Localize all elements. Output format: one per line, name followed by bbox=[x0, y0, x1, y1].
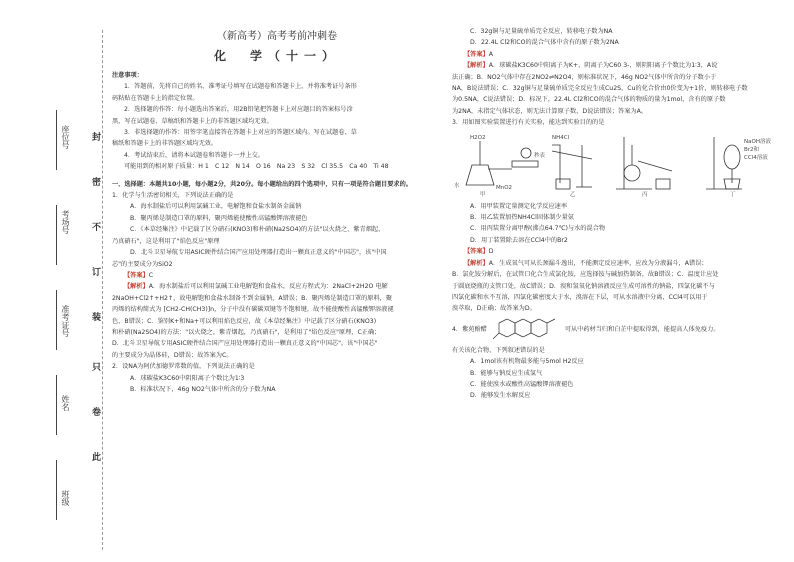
fig-label-jia: 甲 bbox=[480, 191, 486, 198]
q2-analysis-line: 为0.5NA，C说法错误；D．标况下，22.4L Cl2和CO的混合气体的物质的量为1mol，含有的原子数 bbox=[452, 96, 726, 104]
q1-answer: C bbox=[148, 271, 154, 279]
fig-label-bing: 丙 bbox=[642, 191, 648, 198]
seal-char: 封 bbox=[92, 133, 102, 143]
binding-rule bbox=[56, 375, 57, 435]
exam-header: （新高考）高考考前冲刺卷 bbox=[217, 31, 337, 42]
seal-char: 密 bbox=[92, 178, 102, 188]
q4-option: D．能够发生水解反应 bbox=[470, 392, 531, 400]
notice-line: 3．非选择题的作答：用签字笔直接答在答题卡上对应的答题区域内。写在试题卷、草 bbox=[124, 129, 357, 137]
binding-rule bbox=[56, 460, 57, 520]
fig-label-br2: Br2和 bbox=[744, 146, 760, 153]
seal-char: 不 bbox=[92, 223, 102, 233]
question-4-line2: 有关该化合物，下列叙述错误的是 bbox=[452, 346, 545, 354]
fig-label-mno2: MnO2 bbox=[496, 184, 513, 191]
q1-analysis-line: 的主要成分为晶体硅，D错误；故答案为C。 bbox=[112, 351, 233, 359]
answer-label: 【答案】 bbox=[464, 50, 489, 58]
binding-strip bbox=[0, 0, 78, 562]
q1-analysis-line: 丙烯的结构简式为 [CH2-CH(CH3)]n，分子中没有碳碳双键等不饱和键，故不能使酸性高锰酸钾溶液褪 bbox=[112, 306, 394, 314]
admission-number-label: 准考证号 bbox=[61, 305, 70, 337]
q1-analysis-line: A．海水制盐后可以利用氯碱工业电解饱和食盐水，反应方程式为：2NaCl+2H2O 电解 bbox=[148, 283, 388, 291]
seal-char: 此 bbox=[92, 453, 102, 463]
notice-title: 注意事项： bbox=[112, 72, 143, 79]
question-3: 3．用如图实验装置进行有关实验，能达到实验目的的是 bbox=[452, 119, 605, 127]
molecule-structure bbox=[489, 315, 563, 343]
q2-answer: A bbox=[488, 50, 493, 58]
q3-option: D．用丁装置除去溶在CCl4中的Br2 bbox=[470, 236, 568, 244]
fig-label-h2o2: H2O2 bbox=[470, 134, 486, 141]
notice-line: 1．答题前，先将自己的姓名、准考证号填写在试题卷和答题卡上，并将准考证号条形 bbox=[124, 83, 357, 91]
binding-dashed-line bbox=[102, 30, 103, 550]
subject-title: 化 学（十一） bbox=[213, 49, 340, 63]
notice-line: 黑，写在试题卷、草稿纸和答题卡上的非答题区域均无效。 bbox=[112, 117, 273, 125]
q3-answer: D bbox=[488, 248, 494, 256]
question-4-suffix: 可从中药材当归和白芷中提取得到，能提高人体免疫力。 bbox=[564, 325, 720, 333]
q2-option: B．标准状况下，46g NO2气体中所含的分子数为NA bbox=[130, 385, 276, 393]
fig-label-stopwatch: 秒表 bbox=[534, 152, 546, 159]
q2-analysis-line: A．球碳盐K3C60中阳离子为K+、阴离子为C60 3-，则阴阳离子个数比为1∶3，A说 bbox=[488, 62, 718, 70]
atomic-mass-line: 可能用到的相对原子质量：H 1 C 12 N 14 O 16 Na 23 S 32 Cl 35.5 Ca 40 Ti 48 bbox=[124, 163, 389, 171]
seal-char: 卷 bbox=[92, 408, 102, 418]
answer-label: 【答案】 bbox=[124, 271, 149, 279]
q1-option: D．北斗卫星导航专用ASIC硬件结合国产应用处理器打造出一颗真正意义的"中国芯"，该"中国 bbox=[130, 249, 387, 257]
q2-option: D．22.4L Cl2和CO的混合气体中含有的原子数为2NA bbox=[470, 39, 619, 47]
q3-option: B．用乙装置加热NH4Cl固体制少量氨 bbox=[470, 214, 574, 222]
q4-option: C．能使溴水或酸性高锰酸钾溶液褪色 bbox=[470, 380, 574, 388]
q2-option: C．32g铜与足量硫单质完全反应，转移电子数为NA bbox=[470, 28, 613, 35]
question-2: 2．设NA为阿伏加德罗常数的值，下列说法正确的是 bbox=[112, 363, 255, 371]
fig-label-nh4cl: NH4Cl bbox=[552, 134, 570, 141]
fig-label-ccl4: CCl4溶液 bbox=[744, 154, 768, 161]
fig-label-naoh: NaOH溶液 bbox=[744, 138, 771, 145]
fig-label-ding: 丁 bbox=[730, 191, 736, 198]
q1-option: B．聚丙烯是制造口罩的原料，聚丙烯能使酸性高锰酸钾溶液褪色 bbox=[130, 214, 308, 222]
binding-rule bbox=[56, 110, 57, 170]
q3-analysis-line: 溴萃取，D正确；故答案为D。 bbox=[452, 305, 536, 313]
notice-line: 2．选择题的作答：每小题选出答案后，用2B铅笔把答题卡上对应题目的答案标号涂 bbox=[124, 106, 353, 114]
q3-analysis-line: 四氯化碳和水不互溶，四氯化碳密度大于水，溴溶在下层，可从水溶液中分离，CCl4可以用于 bbox=[452, 293, 708, 301]
exam-room-label: 考场号 bbox=[61, 210, 70, 234]
q2-analysis-line: 法正确；B．NO2气体中存在2NO2⇌N2O4，则标准状况下，46g NO2气体中所含的分子数小于 bbox=[452, 73, 717, 81]
apparatus-figure bbox=[452, 131, 782, 197]
q2-option: A．球碳盐K3C60中阴阳离子个数比为1∶3 bbox=[130, 374, 245, 382]
q1-option: 芯"的主要成分为SiO2 bbox=[112, 260, 173, 268]
notice-line: 4．考试结束后，请将本试题卷和答题卡一并上交。 bbox=[124, 151, 265, 159]
notice-line: 稿纸和答题卡上的非答题区域均无效。 bbox=[112, 140, 218, 148]
fig-label-water: 水 bbox=[454, 182, 460, 189]
right-column bbox=[452, 26, 782, 402]
q1-analysis-line: 色，B错误；C．鉴别K+和Na+可以利用焰色反应，故《本草经集注》中记载了区分硝石(KNO3) bbox=[112, 317, 377, 325]
q4-option: B．能够与钠反应生成氢气 bbox=[470, 369, 543, 377]
analysis-label: 【解析】 bbox=[124, 283, 149, 291]
q3-analysis-line: A．生成氧气可从长颈漏斗逸出，不能测定反应速率，应改为分液漏斗，A错误； bbox=[488, 259, 708, 267]
q3-option: C．用丙装置分离甲醇(沸点64.7℃)与水的混合物 bbox=[470, 225, 606, 233]
seat-number-label: 座位号 bbox=[61, 125, 70, 149]
analysis-label: 【解析】 bbox=[464, 62, 489, 70]
analysis-label: 【解析】 bbox=[464, 259, 489, 267]
q2-analysis-line: 为2NA，未指定气体状态，则无法计算原子数，D说法错误；答案为A。 bbox=[452, 107, 648, 115]
q1-option: A．海水制盐后可以利用氯碱工业，电解饱和食盐水制备金属钠 bbox=[130, 203, 302, 211]
q1-option: C．《本草经集注》中记载了区分硝石(KNO3)和朴硝(Na2SO4)的方法"以火烧之，紫青烟起， bbox=[130, 226, 385, 234]
notice-line: 码粘贴在答题卡上的指定位置。 bbox=[112, 94, 199, 102]
q1-analysis-line: D．北斗卫星导航专用ASIC硬件结合国产应用处理器打造出一颗真正意义的"中国芯"，该"中国芯" bbox=[112, 340, 378, 348]
seal-char: 只 bbox=[92, 363, 102, 373]
class-label: 班级 bbox=[61, 490, 70, 506]
left-column bbox=[112, 26, 442, 395]
q2-analysis-line: NA，B说法错误；C．32g铜与足量硫单质完全反应生成Cu2S，Cu的化合价由0价变为+1价，则转移电子数 bbox=[452, 85, 748, 93]
q1-analysis-line: 和朴硝(Na2SO4)的方法："以火烧之，紫青烟起，乃真硝石"，是利用了"焰色反应"原理，C正确； bbox=[112, 328, 381, 336]
binding-rule bbox=[56, 290, 57, 350]
question-1: 1．化学与生活密切相关，下列说法正确的是 bbox=[112, 192, 234, 200]
name-label: 姓名 bbox=[61, 395, 70, 411]
seal-char: 装 bbox=[92, 313, 102, 323]
q3-analysis-line: 于圆底烧瓶的支管口处，故C错误；D．溴和氢氧化钠溶液反应生成可溶性的钠盐，四氯化碳不与 bbox=[452, 282, 715, 290]
q3-option: A．用甲装置定量测定化学反应速率 bbox=[470, 202, 568, 210]
answer-label: 【答案】 bbox=[464, 248, 489, 256]
seal-char: 订 bbox=[92, 268, 102, 278]
fig-label-yi: 乙 bbox=[570, 191, 576, 198]
binding-rule bbox=[56, 205, 57, 265]
q1-analysis-line: 2NaOH+Cl2↑+H2↑，故电解饱和食盐水制备不到金属钠，A错误；B．聚丙烯是制造口罩的原料，聚 bbox=[112, 294, 393, 302]
q1-option: 乃真硝石"，这是利用了"焰色反应"原理 bbox=[112, 237, 220, 245]
q4-option: A．1mol该有机物最多能与5mol H2反应 bbox=[470, 358, 584, 366]
section-heading: 一、选择题：本题共10小题，每小题2分，共20分。每小题给出的四个选项中，只有一项是符合题目要求的。 bbox=[112, 180, 412, 188]
q3-analysis-line: B．氯化铵分解后，在试管口化合生成氯化铵，应选择铵与碱加热制备，故B错误；C．温度计应处 bbox=[452, 271, 719, 279]
question-4-prefix: 4．紫苑酚醋 bbox=[452, 325, 487, 333]
